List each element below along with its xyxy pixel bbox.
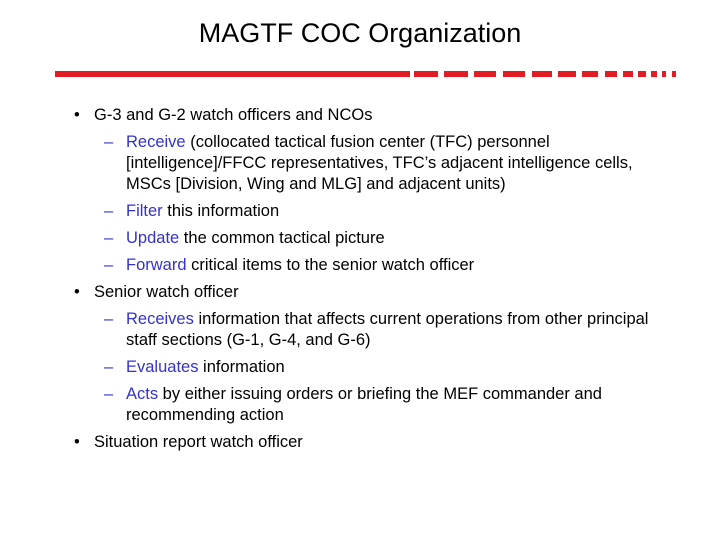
keyword-text: Update (126, 229, 180, 247)
bullet-icon: • (74, 433, 80, 451)
dash-icon: – (104, 385, 114, 403)
title-underline-dash (474, 71, 496, 77)
bullet-list (74, 105, 674, 459)
title-underline-dash (532, 71, 552, 77)
bullet-icon: • (74, 283, 80, 301)
sub-bullet-item (74, 132, 674, 195)
dash-icon: – (104, 202, 114, 220)
title-underline-dash (558, 71, 576, 77)
keyword-text: Evaluates (126, 358, 199, 376)
title-underline-dash (651, 71, 657, 77)
title-underline-dash (444, 71, 468, 77)
bullet-item (74, 105, 674, 126)
title-underline-dash (662, 71, 666, 77)
sub-bullet-text: by either issuing orders or briefing the MEF commander and recommending action (126, 385, 602, 424)
sub-bullet-item (74, 201, 674, 222)
sub-bullet-item (74, 357, 674, 378)
title-underline-dash (605, 71, 617, 77)
keyword-text: Filter (126, 202, 163, 220)
sub-bullet-item (74, 228, 674, 249)
title-underline-solid (55, 71, 410, 77)
sub-bullet-item (74, 384, 674, 426)
sub-bullet-text: this information (162, 202, 280, 220)
keyword-text: Acts (126, 385, 159, 403)
sub-bullet-text: information that affects current operations from other principal staff sections (G-1, G-4, and G-6) (126, 310, 649, 349)
slide-title: MAGTF COC Organization (198, 18, 522, 48)
sub-bullet-item (74, 309, 674, 351)
sub-bullet-text: (collocated tactical fusion center (TFC) personnel [intelligence]/FFCC representatives, TFC’s adjacent intelligence cells, MSCs [Division, Wing and MLG] and adjacent units) (126, 133, 633, 193)
sub-bullet-text: the common tactical picture (179, 229, 385, 247)
title-underline-dash (672, 71, 676, 77)
dash-icon: – (104, 358, 114, 376)
bullet-item (74, 282, 674, 303)
dash-icon: – (104, 310, 114, 328)
bullet-text: Situation report watch officer (94, 433, 303, 451)
bullet-item (74, 432, 674, 453)
dash-icon: – (104, 229, 114, 247)
dash-icon: – (104, 133, 114, 151)
bullet-icon: • (74, 106, 80, 124)
title-underline-dash (582, 71, 598, 77)
keyword-text: Receive (126, 133, 186, 151)
title-underline-dash (414, 71, 438, 77)
title-underline-dash (503, 71, 525, 77)
sub-bullet-text: critical items to the senior watch officer (186, 256, 475, 274)
keyword-text: Forward (126, 256, 187, 274)
bullet-text: G-3 and G-2 watch officers and NCOs (94, 106, 373, 124)
bullet-text: Senior watch officer (94, 283, 239, 301)
sub-bullet-text: information (198, 358, 285, 376)
title-underline-dash (623, 71, 633, 77)
keyword-text: Receives (126, 310, 194, 328)
sub-bullet-item (74, 255, 674, 276)
title-underline-dash (638, 71, 646, 77)
dash-icon: – (104, 256, 114, 274)
